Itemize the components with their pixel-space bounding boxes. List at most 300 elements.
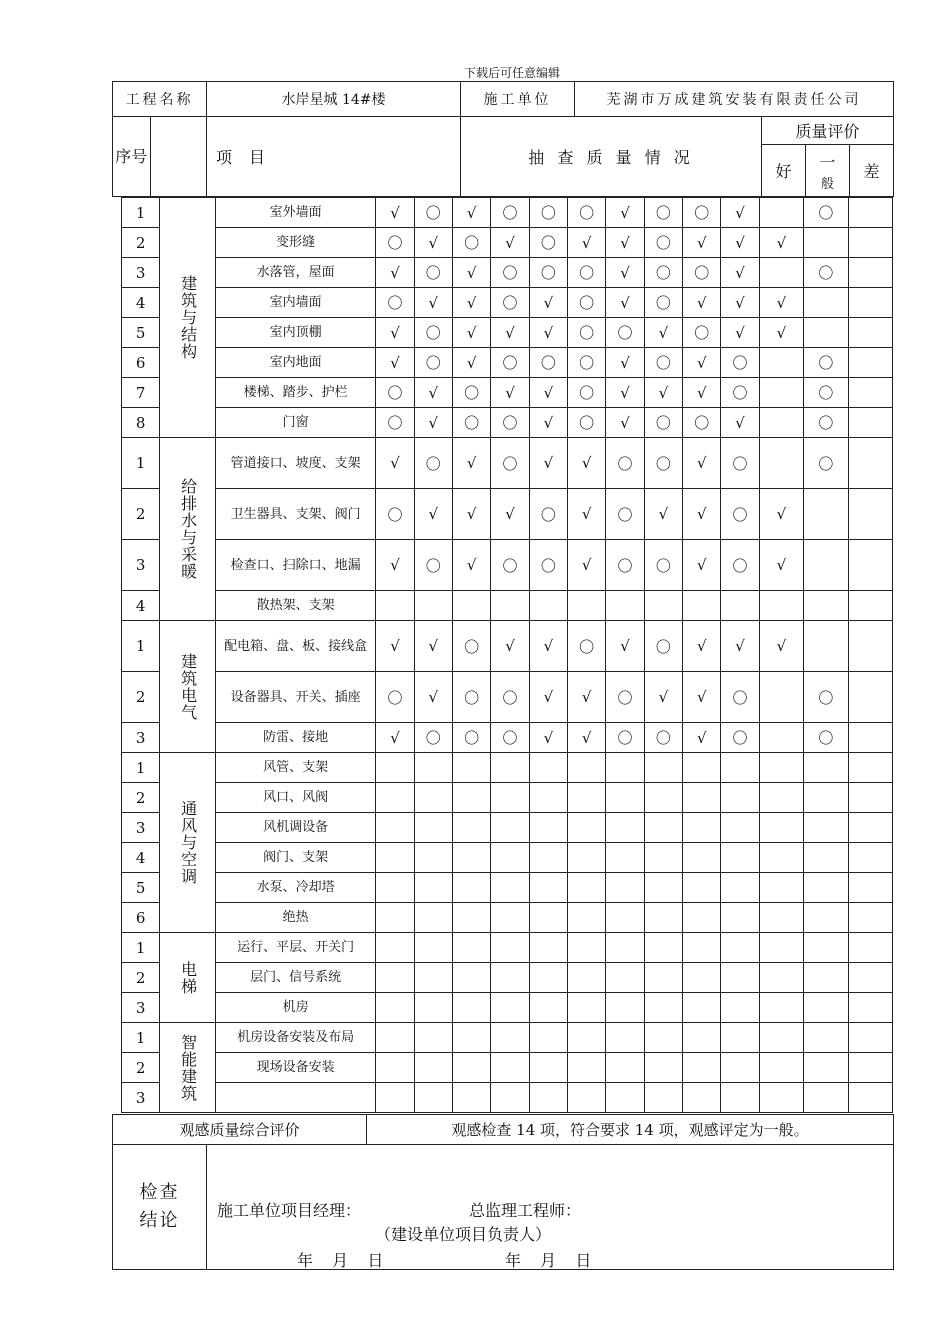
rating-good xyxy=(759,753,803,783)
check-mark xyxy=(683,783,721,813)
conclusion-label: 检查 结论 xyxy=(113,1145,207,1270)
check-mark: √ xyxy=(683,378,721,408)
check-mark xyxy=(606,1023,644,1053)
seq-header xyxy=(113,117,207,197)
table-row xyxy=(122,903,893,933)
row-index: 3 xyxy=(122,1083,160,1113)
rating-good xyxy=(759,408,803,438)
check-mark xyxy=(606,993,644,1023)
check-mark xyxy=(491,843,529,873)
check-mark: 〇 xyxy=(529,258,567,288)
check-mark xyxy=(721,1023,759,1053)
check-mark: √ xyxy=(376,723,414,753)
row-index: 1 xyxy=(122,621,160,672)
check-mark: √ xyxy=(721,408,759,438)
row-index: 1 xyxy=(122,438,160,489)
check-mark: 〇 xyxy=(606,540,644,591)
check-mark xyxy=(529,933,567,963)
check-mark xyxy=(644,783,682,813)
rating-good: √ xyxy=(759,228,803,258)
check-mark: √ xyxy=(683,228,721,258)
check-mark: 〇 xyxy=(683,408,721,438)
row-index: 4 xyxy=(122,591,160,621)
check-mark xyxy=(644,933,682,963)
check-mark: 〇 xyxy=(721,540,759,591)
check-mark: √ xyxy=(644,318,682,348)
check-mark xyxy=(683,933,721,963)
check-mark xyxy=(414,963,452,993)
check-mark xyxy=(376,843,414,873)
check-mark xyxy=(491,591,529,621)
check-mark: √ xyxy=(568,228,606,258)
row-index: 5 xyxy=(122,873,160,903)
check-mark xyxy=(452,753,490,783)
check-mark: 〇 xyxy=(529,228,567,258)
check-mark xyxy=(491,993,529,1023)
unit-value: 芜湖市万成建筑安装有限责任公司 xyxy=(575,82,894,117)
check-mark: √ xyxy=(568,723,606,753)
row-index: 1 xyxy=(122,198,160,228)
check-mark: √ xyxy=(491,228,529,258)
rating-average xyxy=(804,540,848,591)
check-mark: √ xyxy=(721,198,759,228)
check-mark xyxy=(376,873,414,903)
rating-good: √ xyxy=(759,540,803,591)
row-index: 3 xyxy=(122,258,160,288)
check-mark: √ xyxy=(606,348,644,378)
check-mark xyxy=(414,873,452,903)
rating-good: √ xyxy=(759,318,803,348)
check-mark: 〇 xyxy=(683,258,721,288)
rating-average xyxy=(804,1053,848,1083)
check-mark xyxy=(414,903,452,933)
rating-good xyxy=(759,843,803,873)
check-mark: 〇 xyxy=(491,540,529,591)
check-mark xyxy=(644,1023,682,1053)
table-row xyxy=(122,489,893,540)
rating-average xyxy=(804,783,848,813)
rating-bad xyxy=(848,288,892,318)
check-mark: 〇 xyxy=(644,228,682,258)
check-mark xyxy=(529,591,567,621)
check-mark: 〇 xyxy=(644,540,682,591)
item-name: 水落管，屋面 xyxy=(215,258,375,288)
table-row xyxy=(122,873,893,903)
check-mark: √ xyxy=(644,489,682,540)
manager-label: 施工单位项目经理： xyxy=(217,1201,362,1220)
check-mark xyxy=(376,783,414,813)
check-mark: 〇 xyxy=(414,318,452,348)
check-mark xyxy=(376,1083,414,1113)
table-row xyxy=(122,1023,893,1053)
check-mark: √ xyxy=(529,672,567,723)
check-mark: 〇 xyxy=(452,378,490,408)
group-label xyxy=(160,933,216,1023)
rating-average xyxy=(804,843,848,873)
summary-text: 观感检查 14 项，符合要求 14 项，观感评定为一般。 xyxy=(367,1115,894,1145)
item-name: 管道接口、坡度、支架 xyxy=(215,438,375,489)
item-name: 层门、信号系统 xyxy=(215,963,375,993)
check-mark: 〇 xyxy=(529,198,567,228)
check-mark xyxy=(376,993,414,1023)
check-mark: 〇 xyxy=(529,540,567,591)
seq-label: 序号 xyxy=(113,117,150,196)
check-mark: √ xyxy=(529,378,567,408)
check-mark: 〇 xyxy=(452,228,490,258)
check-mark xyxy=(529,1053,567,1083)
check-mark xyxy=(529,813,567,843)
check-mark: 〇 xyxy=(721,438,759,489)
item-name: 室内顶棚 xyxy=(215,318,375,348)
check-mark: 〇 xyxy=(568,198,606,228)
row-index: 2 xyxy=(122,228,160,258)
check-mark xyxy=(452,903,490,933)
row-index: 1 xyxy=(122,1023,160,1053)
check-mark: √ xyxy=(606,288,644,318)
check-mark: √ xyxy=(606,198,644,228)
check-mark: √ xyxy=(683,672,721,723)
row-index: 3 xyxy=(122,723,160,753)
check-mark xyxy=(529,903,567,933)
check-mark: √ xyxy=(491,318,529,348)
check-mark: 〇 xyxy=(721,378,759,408)
check-mark: √ xyxy=(414,621,452,672)
item-name: 风机调设备 xyxy=(215,813,375,843)
check-mark: 〇 xyxy=(376,378,414,408)
check-mark xyxy=(529,963,567,993)
check-mark: 〇 xyxy=(414,723,452,753)
item-name: 现场设备安装 xyxy=(215,1053,375,1083)
check-mark: 〇 xyxy=(414,258,452,288)
row-index: 2 xyxy=(122,783,160,813)
check-mark xyxy=(491,933,529,963)
check-mark: √ xyxy=(644,672,682,723)
check-mark xyxy=(376,813,414,843)
rating-good xyxy=(759,1023,803,1053)
table-row xyxy=(122,843,893,873)
row-index: 2 xyxy=(122,1053,160,1083)
item-name: 配电箱、盘、板、接线盒 xyxy=(215,621,375,672)
item-name: 机房 xyxy=(215,993,375,1023)
rating-average: 〇 xyxy=(804,672,848,723)
check-mark xyxy=(683,873,721,903)
check-mark: 〇 xyxy=(606,672,644,723)
check-mark: √ xyxy=(452,198,490,228)
check-mark: √ xyxy=(606,621,644,672)
check-mark xyxy=(683,1083,721,1113)
rating-average xyxy=(804,591,848,621)
table-row xyxy=(122,753,893,783)
rating-bad xyxy=(848,723,892,753)
check-mark: √ xyxy=(529,408,567,438)
rating-average xyxy=(804,1083,848,1113)
rating-bad xyxy=(848,813,892,843)
check-mark: 〇 xyxy=(644,621,682,672)
group-name: 智能建筑 xyxy=(178,1033,198,1102)
check-mark xyxy=(529,873,567,903)
rating-good xyxy=(759,963,803,993)
check-mark xyxy=(568,933,606,963)
good-label: 好 xyxy=(762,145,806,197)
group-name: 建筑电气 xyxy=(178,652,198,721)
check-mark xyxy=(606,783,644,813)
table-row xyxy=(122,813,893,843)
check-mark: √ xyxy=(414,288,452,318)
rating-average xyxy=(804,873,848,903)
rating-bad xyxy=(848,1053,892,1083)
row-index: 5 xyxy=(122,318,160,348)
rating-average xyxy=(804,228,848,258)
row-index: 6 xyxy=(122,348,160,378)
check-mark xyxy=(414,993,452,1023)
rating-bad xyxy=(848,843,892,873)
row-index: 3 xyxy=(122,540,160,591)
check-mark: 〇 xyxy=(376,489,414,540)
check-mark xyxy=(452,783,490,813)
check-mark: 〇 xyxy=(606,438,644,489)
check-mark xyxy=(491,963,529,993)
check-mark: √ xyxy=(376,348,414,378)
check-mark xyxy=(414,843,452,873)
check-mark xyxy=(452,873,490,903)
check-mark: √ xyxy=(452,348,490,378)
item-name: 机房设备安装及布局 xyxy=(215,1023,375,1053)
check-mark: √ xyxy=(376,621,414,672)
check-mark: √ xyxy=(606,408,644,438)
check-mark: √ xyxy=(491,621,529,672)
check-mark xyxy=(529,783,567,813)
check-mark xyxy=(376,933,414,963)
rating-average xyxy=(804,993,848,1023)
item-name: 风管、支架 xyxy=(215,753,375,783)
check-mark xyxy=(721,753,759,783)
check-mark xyxy=(721,813,759,843)
check-mark: 〇 xyxy=(644,348,682,378)
check-mark: √ xyxy=(529,318,567,348)
check-mark xyxy=(606,873,644,903)
table-row xyxy=(122,408,893,438)
check-mark: √ xyxy=(683,540,721,591)
rating-bad xyxy=(848,378,892,408)
check-mark xyxy=(721,591,759,621)
check-mark: √ xyxy=(529,723,567,753)
check-mark: √ xyxy=(376,198,414,228)
check-mark xyxy=(414,1083,452,1113)
check-mark: 〇 xyxy=(376,288,414,318)
check-mark: √ xyxy=(568,489,606,540)
group-label xyxy=(160,753,216,933)
check-mark xyxy=(452,933,490,963)
table-row xyxy=(122,318,893,348)
item-name: 水泵、冷却塔 xyxy=(215,873,375,903)
check-mark: 〇 xyxy=(414,438,452,489)
table-row xyxy=(122,1053,893,1083)
group-label xyxy=(160,1023,216,1113)
check-mark xyxy=(644,993,682,1023)
item-name xyxy=(215,1083,375,1113)
check-mark xyxy=(376,753,414,783)
rating-bad xyxy=(848,993,892,1023)
check-mark xyxy=(529,993,567,1023)
check-mark xyxy=(606,903,644,933)
bad-label: 差 xyxy=(850,145,894,197)
check-mark: √ xyxy=(721,258,759,288)
check-mark: 〇 xyxy=(452,723,490,753)
check-mark xyxy=(568,753,606,783)
check-mark xyxy=(721,783,759,813)
check-mark: 〇 xyxy=(529,348,567,378)
owner-note: （建设单位项目负责人） xyxy=(375,1225,552,1244)
group-name: 给排水与采暖 xyxy=(178,478,198,580)
rating-bad xyxy=(848,903,892,933)
check-mark: 〇 xyxy=(644,288,682,318)
check-mark: 〇 xyxy=(721,723,759,753)
check-mark xyxy=(568,591,606,621)
table-row xyxy=(122,1083,893,1113)
check-mark: 〇 xyxy=(491,198,529,228)
rating-good xyxy=(759,378,803,408)
conclusion-body xyxy=(207,1145,894,1270)
supervisor-label: 总监理工程师： xyxy=(469,1201,582,1220)
check-mark xyxy=(452,1023,490,1053)
check-mark: 〇 xyxy=(491,438,529,489)
avg-label: 一 般 xyxy=(806,145,850,197)
check-mark xyxy=(491,783,529,813)
rating-average xyxy=(804,288,848,318)
rating-good xyxy=(759,993,803,1023)
item-name: 风口、风阀 xyxy=(215,783,375,813)
rating-average: 〇 xyxy=(804,198,848,228)
check-mark: 〇 xyxy=(721,672,759,723)
item-header xyxy=(207,117,461,197)
row-index: 7 xyxy=(122,378,160,408)
check-mark xyxy=(683,1053,721,1083)
row-index: 8 xyxy=(122,408,160,438)
check-mark xyxy=(721,873,759,903)
rating-average xyxy=(804,933,848,963)
check-mark xyxy=(683,753,721,783)
check-mark: 〇 xyxy=(644,198,682,228)
check-mark: 〇 xyxy=(452,621,490,672)
project-label: 工程名称 xyxy=(113,82,207,117)
check-mark xyxy=(568,903,606,933)
check-mark xyxy=(568,783,606,813)
item-name: 绝热 xyxy=(215,903,375,933)
check-mark xyxy=(376,591,414,621)
check-mark xyxy=(376,1053,414,1083)
rating-good xyxy=(759,1053,803,1083)
rating-good: √ xyxy=(759,489,803,540)
check-mark xyxy=(644,1053,682,1083)
table-row xyxy=(122,228,893,258)
table-row xyxy=(122,963,893,993)
check-mark: 〇 xyxy=(644,438,682,489)
check-mark xyxy=(683,1023,721,1053)
row-index: 2 xyxy=(122,489,160,540)
check-mark: 〇 xyxy=(568,348,606,378)
group-name: 建筑与结构 xyxy=(178,275,198,360)
check-mark: 〇 xyxy=(568,258,606,288)
check-mark xyxy=(414,813,452,843)
summary-label: 观感质量综合评价 xyxy=(113,1115,367,1145)
check-mark: √ xyxy=(414,408,452,438)
rating-good xyxy=(759,813,803,843)
check-mark: 〇 xyxy=(491,288,529,318)
rating-bad xyxy=(848,672,892,723)
check-mark xyxy=(721,993,759,1023)
group-label xyxy=(160,438,216,621)
check-mark xyxy=(376,1023,414,1053)
rating-bad xyxy=(848,489,892,540)
rating-good xyxy=(759,903,803,933)
rating-bad xyxy=(848,1083,892,1113)
check-mark xyxy=(606,963,644,993)
check-mark: √ xyxy=(529,288,567,318)
check-mark: √ xyxy=(452,540,490,591)
check-mark xyxy=(721,1083,759,1113)
inspection-table xyxy=(121,197,893,1113)
check-mark xyxy=(568,1023,606,1053)
check-mark xyxy=(644,843,682,873)
group-label xyxy=(160,198,216,438)
rating-average xyxy=(804,963,848,993)
check-mark: √ xyxy=(529,438,567,489)
check-mark xyxy=(606,933,644,963)
item-name: 散热架、支架 xyxy=(215,591,375,621)
check-mark xyxy=(644,963,682,993)
rating-bad xyxy=(848,783,892,813)
rating-average xyxy=(804,318,848,348)
item-name: 变形缝 xyxy=(215,228,375,258)
check-mark xyxy=(683,813,721,843)
check-mark: √ xyxy=(376,438,414,489)
check-mark: 〇 xyxy=(606,723,644,753)
rating-bad xyxy=(848,621,892,672)
row-index: 6 xyxy=(122,903,160,933)
rating-average xyxy=(804,753,848,783)
check-mark xyxy=(414,753,452,783)
rating-bad xyxy=(848,753,892,783)
item-label: 项 目 xyxy=(215,148,272,167)
check-mark xyxy=(491,873,529,903)
rating-good xyxy=(759,198,803,228)
check-mark: 〇 xyxy=(606,489,644,540)
check-mark: √ xyxy=(721,228,759,258)
check-mark xyxy=(568,873,606,903)
check-mark: 〇 xyxy=(683,318,721,348)
row-index: 1 xyxy=(122,753,160,783)
group-name: 通风与空调 xyxy=(178,800,198,885)
item-name: 检查口、扫除口、地漏 xyxy=(215,540,375,591)
row-index: 1 xyxy=(122,933,160,963)
check-mark xyxy=(491,1023,529,1053)
check-mark xyxy=(414,1053,452,1083)
check-mark: √ xyxy=(568,438,606,489)
check-mark: 〇 xyxy=(606,318,644,348)
table-row xyxy=(122,258,893,288)
item-name: 卫生器具、支架、阀门 xyxy=(215,489,375,540)
check-mark: √ xyxy=(452,489,490,540)
check-mark xyxy=(721,843,759,873)
check-mark: 〇 xyxy=(568,318,606,348)
check-mark: √ xyxy=(491,378,529,408)
quality-label: 质量评价 xyxy=(762,117,894,145)
header-table xyxy=(112,81,894,197)
check-mark xyxy=(644,1083,682,1113)
rating-average xyxy=(804,621,848,672)
table-row xyxy=(122,621,893,672)
table-row xyxy=(122,723,893,753)
